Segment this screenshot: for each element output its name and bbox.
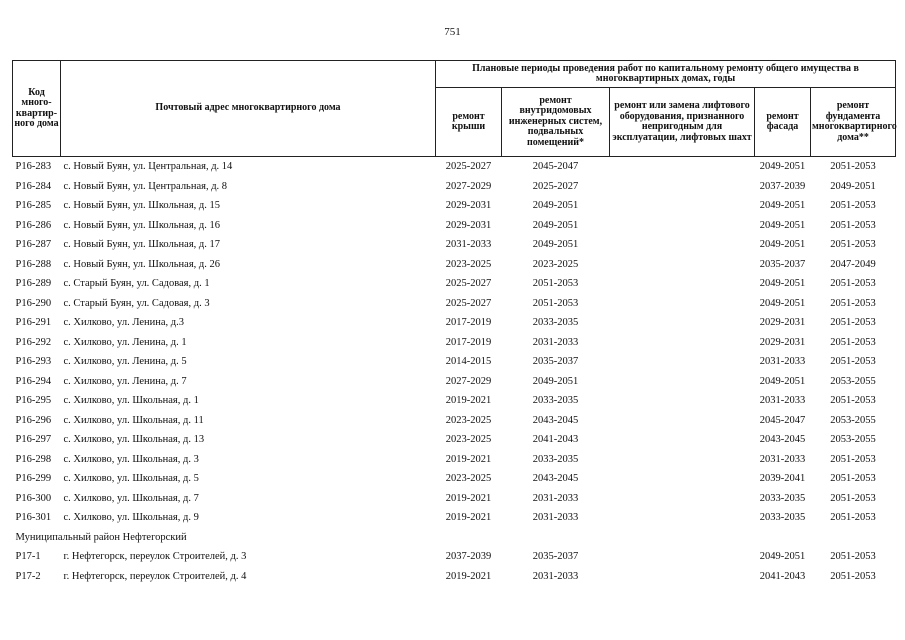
cell-code: Р16-285 — [15, 200, 52, 212]
cell-roof: 2025-2027 — [445, 161, 492, 173]
cell-address: с. Новый Буян, ул. Школьная, д. 26 — [63, 258, 220, 270]
cell-foundation: 2051-2053 — [830, 473, 876, 485]
cell-foundation: 2051-2053 — [830, 512, 876, 524]
cell-foundation: 2051-2053 — [830, 239, 876, 251]
cell-roof: 2023-2025 — [445, 473, 492, 485]
cell-systems: 2049-2051 — [532, 375, 579, 387]
cell-address: с. Новый Буян, ул. Школьная, д. 15 — [63, 200, 220, 212]
cell-facade: 2039-2041 — [759, 473, 806, 485]
cell-elevator — [610, 157, 755, 177]
cell-roof: 2019-2021 — [445, 395, 492, 407]
cell-address: с. Старый Буян, ул. Садовая, д. 1 — [63, 278, 210, 290]
cell-code: Р16-294 — [15, 375, 52, 387]
cell-facade: 2037-2039 — [759, 180, 806, 192]
table-row — [13, 372, 896, 392]
table-row — [13, 450, 896, 470]
cell-systems: 2023-2025 — [532, 258, 579, 270]
cell-facade: 2049-2051 — [759, 200, 806, 212]
cell-systems: 2049-2051 — [532, 219, 579, 231]
cell-elevator — [610, 430, 755, 450]
cell-address: с. Хилково, ул. Школьная, д. 7 — [63, 492, 199, 504]
cell-roof: 2025-2027 — [445, 297, 492, 309]
cell-foundation: 2051-2053 — [830, 492, 876, 504]
cell-elevator — [610, 294, 755, 314]
cell-facade: 2033-2035 — [759, 492, 806, 504]
header-periods: Плановые периоды проведения работ по капитальному ремонту общего имущества в многоквартирных домах, годы — [436, 61, 896, 88]
cell-roof: 2019-2021 — [445, 492, 492, 504]
page-number: 751 — [444, 26, 461, 38]
table-row — [13, 255, 896, 275]
header-systems: ремонт внутридомовых инженерных систем, подвальных помещений* — [502, 88, 610, 157]
cell-systems: 2045-2047 — [532, 161, 579, 173]
cell-address: с. Хилково, ул. Ленина, д. 1 — [63, 336, 187, 348]
cell-address: с. Новый Буян, ул. Центральная, д. 8 — [63, 180, 228, 192]
cell-address: г. Нефтегорск, переулок Строителей, д. 3 — [63, 551, 247, 563]
cell-code: Р16-293 — [15, 356, 52, 368]
table-row — [13, 391, 896, 411]
cell-roof: 2023-2025 — [445, 414, 492, 426]
cell-elevator — [610, 411, 755, 431]
cell-roof: 2029-2031 — [445, 200, 492, 212]
cell-systems: 2035-2037 — [532, 356, 579, 368]
cell-systems: 2033-2035 — [532, 453, 579, 465]
cell-code: Р16-286 — [15, 219, 52, 231]
table-row — [13, 411, 896, 431]
cell-foundation: 2053-2055 — [830, 375, 876, 387]
cell-code: Р16-284 — [15, 180, 52, 192]
cell-roof: 2027-2029 — [445, 180, 492, 192]
cell-roof: 2037-2039 — [445, 551, 492, 563]
cell-systems: 2041-2043 — [532, 434, 579, 446]
cell-address: с. Хилково, ул. Школьная, д. 13 — [63, 434, 205, 446]
table-row — [13, 294, 896, 314]
table-row — [13, 235, 896, 255]
cell-foundation: 2051-2053 — [830, 453, 876, 465]
header-roof: ремонт крыши — [436, 88, 502, 157]
table-row — [13, 430, 896, 450]
cell-systems: 2031-2033 — [532, 336, 579, 348]
cell-facade: 2041-2043 — [759, 570, 806, 582]
cell-elevator — [610, 333, 755, 353]
cell-facade: 2049-2051 — [759, 278, 806, 290]
cell-systems: 2049-2051 — [532, 239, 579, 251]
cell-roof: 2014-2015 — [445, 356, 492, 368]
cell-systems: 2051-2053 — [532, 297, 579, 309]
cell-address: с. Хилково, ул. Школьная, д. 9 — [63, 512, 199, 524]
cell-code: Р16-301 — [15, 512, 52, 524]
table-row — [13, 508, 896, 528]
cell-facade: 2049-2051 — [759, 375, 806, 387]
cell-facade: 2049-2051 — [759, 219, 806, 231]
cell-facade: 2031-2033 — [759, 356, 806, 368]
cell-code: Р16-289 — [15, 278, 52, 290]
cell-code: Р16-297 — [15, 434, 52, 446]
table-row — [13, 313, 896, 333]
cell-code: Р16-295 — [15, 395, 52, 407]
cell-elevator — [610, 177, 755, 197]
cell-facade: 2049-2051 — [759, 161, 806, 173]
cell-systems: 2035-2037 — [532, 551, 579, 563]
cell-elevator — [610, 255, 755, 275]
cell-facade: 2033-2035 — [759, 512, 806, 524]
table-row — [13, 547, 896, 567]
cell-address: с. Хилково, ул. Школьная, д. 3 — [63, 453, 199, 465]
cell-address: с. Хилково, ул. Школьная, д. 5 — [63, 473, 199, 485]
cell-foundation: 2051-2053 — [830, 317, 876, 329]
cell-systems: 2031-2033 — [532, 512, 579, 524]
cell-address: с. Новый Буян, ул. Школьная, д. 17 — [63, 239, 220, 251]
cell-foundation: 2051-2053 — [830, 395, 876, 407]
cell-elevator — [610, 313, 755, 333]
cell-elevator — [610, 352, 755, 372]
cell-code: Р16-298 — [15, 453, 52, 465]
header-code: Код много-квартир-ного дома — [13, 61, 61, 157]
cell-foundation: 2053-2055 — [830, 434, 876, 446]
cell-foundation: 2051-2053 — [830, 297, 876, 309]
cell-facade: 2029-2031 — [759, 336, 806, 348]
table-row — [13, 352, 896, 372]
cell-code: Р16-288 — [15, 258, 52, 270]
cell-roof: 2027-2029 — [445, 375, 492, 387]
cell-facade: 2031-2033 — [759, 453, 806, 465]
cell-roof: 2019-2021 — [445, 512, 492, 524]
capital-repair-table — [12, 60, 896, 586]
cell-foundation: 2051-2053 — [830, 278, 876, 290]
cell-facade: 2045-2047 — [759, 414, 806, 426]
cell-address: с. Хилково, ул. Ленина, д. 5 — [63, 356, 187, 368]
cell-systems: 2031-2033 — [532, 492, 579, 504]
header-elevator: ремонт или замена лифтового оборудования, признанного непригодным для эксплуатации, лифтовых шахт — [610, 88, 755, 157]
cell-code: Р16-287 — [15, 239, 52, 251]
cell-foundation: 2051-2053 — [830, 200, 876, 212]
cell-roof: 2029-2031 — [445, 219, 492, 231]
cell-facade: 2049-2051 — [759, 239, 806, 251]
cell-address: с. Старый Буян, ул. Садовая, д. 3 — [63, 297, 210, 309]
cell-facade: 2049-2051 — [759, 551, 806, 563]
cell-code: Р16-292 — [15, 336, 52, 348]
cell-elevator — [610, 391, 755, 411]
cell-code: Р16-299 — [15, 473, 52, 485]
cell-elevator — [610, 216, 755, 236]
cell-roof: 2019-2021 — [445, 453, 492, 465]
header-address: Почтовый адрес многоквартирного дома — [61, 61, 436, 157]
cell-roof: 2031-2033 — [445, 239, 492, 251]
cell-elevator — [610, 450, 755, 470]
cell-code: Р16-300 — [15, 492, 52, 504]
cell-roof: 2017-2019 — [445, 336, 492, 348]
cell-elevator — [610, 508, 755, 528]
cell-elevator — [610, 235, 755, 255]
cell-foundation: 2051-2053 — [830, 570, 876, 582]
cell-systems: 2025-2027 — [532, 180, 579, 192]
cell-systems: 2049-2051 — [532, 200, 579, 212]
cell-systems: 2043-2045 — [532, 473, 579, 485]
cell-elevator — [610, 372, 755, 392]
section-title: Муниципальный район Нефтегорский — [15, 531, 187, 543]
cell-code: Р16-283 — [15, 161, 52, 173]
table-row — [13, 567, 896, 587]
cell-systems: 2033-2035 — [532, 395, 579, 407]
cell-roof: 2019-2021 — [445, 570, 492, 582]
cell-address: г. Нефтегорск, переулок Строителей, д. 4 — [63, 570, 247, 582]
table-row — [13, 274, 896, 294]
cell-foundation: 2051-2053 — [830, 336, 876, 348]
cell-address: с. Хилково, ул. Школьная, д. 11 — [63, 414, 204, 426]
cell-facade: 2031-2033 — [759, 395, 806, 407]
cell-facade: 2043-2045 — [759, 434, 806, 446]
table-row — [13, 333, 896, 353]
cell-address: с. Новый Буян, ул. Центральная, д. 14 — [63, 161, 233, 173]
cell-elevator — [610, 547, 755, 567]
cell-foundation: 2049-2051 — [830, 180, 876, 192]
table-body — [13, 157, 896, 587]
cell-foundation: 2051-2053 — [830, 356, 876, 368]
cell-code: Р17-1 — [15, 551, 41, 563]
cell-roof: 2023-2025 — [445, 258, 492, 270]
cell-elevator — [610, 489, 755, 509]
table-row — [13, 216, 896, 236]
table-row — [13, 489, 896, 509]
header-foundation: ремонт фундамента многоквартирного дома** — [811, 88, 896, 157]
cell-systems: 2051-2053 — [532, 278, 579, 290]
cell-systems: 2043-2045 — [532, 414, 579, 426]
cell-code: Р16-290 — [15, 297, 52, 309]
cell-roof: 2025-2027 — [445, 278, 492, 290]
table-row — [13, 177, 896, 197]
header-facade: ремонт фасада — [755, 88, 811, 157]
cell-foundation: 2051-2053 — [830, 161, 876, 173]
cell-facade: 2035-2037 — [759, 258, 806, 270]
cell-facade: 2049-2051 — [759, 297, 806, 309]
cell-elevator — [610, 274, 755, 294]
cell-address: с. Хилково, ул. Школьная, д. 1 — [63, 395, 199, 407]
table-row — [13, 157, 896, 177]
cell-systems: 2031-2033 — [532, 570, 579, 582]
cell-roof: 2017-2019 — [445, 317, 492, 329]
cell-systems: 2033-2035 — [532, 317, 579, 329]
cell-elevator — [610, 196, 755, 216]
cell-elevator — [610, 567, 755, 587]
cell-facade: 2029-2031 — [759, 317, 806, 329]
cell-code: Р16-296 — [15, 414, 52, 426]
table-row — [13, 469, 896, 489]
cell-foundation: 2051-2053 — [830, 551, 876, 563]
cell-foundation: 2047-2049 — [830, 258, 876, 270]
cell-code: Р16-291 — [15, 317, 52, 329]
cell-roof: 2023-2025 — [445, 434, 492, 446]
cell-elevator — [610, 469, 755, 489]
cell-address: с. Новый Буян, ул. Школьная, д. 16 — [63, 219, 220, 231]
section-row — [13, 528, 896, 548]
cell-foundation: 2053-2055 — [830, 414, 876, 426]
cell-foundation: 2051-2053 — [830, 219, 876, 231]
cell-address: с. Хилково, ул. Ленина, д.3 — [63, 317, 185, 329]
cell-address: с. Хилково, ул. Ленина, д. 7 — [63, 375, 187, 387]
table-row — [13, 196, 896, 216]
cell-code: Р17-2 — [15, 570, 41, 582]
